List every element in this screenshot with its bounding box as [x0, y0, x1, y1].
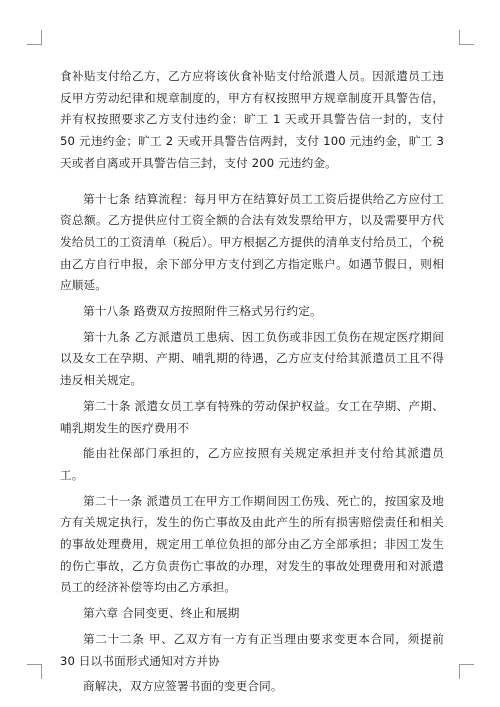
chapter-heading: 第六章 合同变更、终止和展期: [83, 606, 240, 621]
paragraph-article-17: 第十七条 结算流程：每月甲方在结算好员工工资后提供给乙方应付工资总额。乙方提供应付工资全额的合法有效发票给甲方，以及需要甲方代发给员工的工资清单（税后）。甲方根据乙方提供的清单支付给员工，个税由乙方自行申报，余下部分甲方支付到乙方指定账户。如遇节假日，则相应顺延。: [60, 191, 444, 293]
crop-mark-bottom-left: [27, 664, 42, 679]
paragraph-article-22-cont: 商解决，双方应签署书面的变更合同。: [83, 679, 283, 694]
crop-mark-top-left: [27, 30, 42, 45]
paragraph-article-20-cont: 能由社保部门承担的，乙方应按照有关规定承担并支付给其派遣员工。: [60, 446, 444, 482]
paragraph-article-18: 第十八条 路费双方按照附件三格式另行约定。: [83, 304, 322, 319]
paragraph-article-22: 第二十二条 甲、乙双方有一方有正当理由要求变更本合同，须提前 30 日以书面形式通知对方并协: [60, 631, 444, 668]
document-body: [60, 66, 444, 698]
crop-mark-bottom-right: [459, 664, 474, 679]
crop-mark-top-right: [459, 30, 474, 45]
paragraph-article-20: 第二十条 派遣女员工享有特殊的劳动保护权益。女工在孕期、产期、哺乳期发生的医疗费用不: [60, 398, 444, 435]
paragraph-article-19: 第十九条 乙方派遣员工患病、因工负伤或非因工负伤在规定医疗期间以及女工在孕期、产期、哺乳期的待遇，乙方应支付给其派遣员工且不得违反相关规定。: [60, 329, 444, 388]
paragraph-penalty-clause: 食补贴支付给乙方，乙方应将该伙食补贴支付给派遣人员。因派遣员工违反甲方劳动纪律和规章制度的，甲方有权按照甲方规章制度开具警告信，并有权按照要求乙方支付违约金：旷工 1 天或开具警告信一封的，支付 50 元违约金；旷工 2 天或开具警告信两封，支付 100 元违约金，旷工 3 天或者自离或开具警告信三封，支付 200 元违约金。: [60, 69, 444, 170]
paragraph-article-21: 第二十一条 派遣员工在甲方工作期间因工伤残、死亡的，按国家及地方有关规定执行，发生的伤亡事故及由此产生的所有损害赔偿责任和相关的事故处理费用，规定用工单位负担的部分由乙方全部承担；非因工发生的伤亡事故，乙方负责伤亡事故的办理，对发生的事故处理费用和对派遣员工的经济补偿等均由乙方承担。: [60, 493, 444, 595]
